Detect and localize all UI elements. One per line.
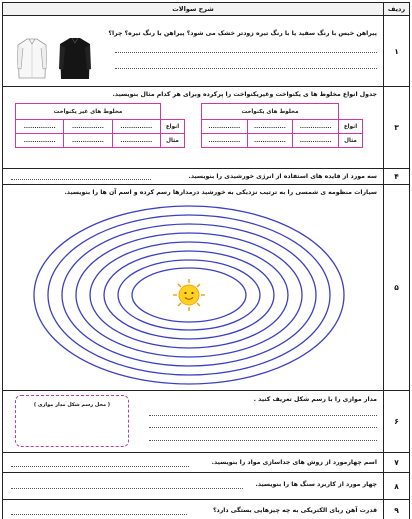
- uniform-title: مخلوط های یکنواخت: [202, 104, 339, 120]
- row-label-example: مثال: [339, 134, 363, 148]
- answer-line[interactable]: [149, 427, 377, 428]
- table-cell[interactable]: ...............: [202, 120, 248, 134]
- answer-line[interactable]: [115, 52, 377, 53]
- diagram-box[interactable]: [15, 395, 129, 447]
- answer-line[interactable]: [149, 415, 377, 416]
- question-number: ۷: [383, 453, 409, 472]
- header-questions: شرح سوالات: [172, 5, 214, 13]
- question-number: ۳: [383, 87, 409, 168]
- question-row-6: [3, 391, 409, 453]
- question-row-9: [3, 500, 409, 519]
- question-row-4: [3, 169, 409, 185]
- answer-line[interactable]: [11, 488, 243, 489]
- table-cell[interactable]: ...............: [293, 120, 339, 134]
- nonuniform-mixtures-table: [15, 103, 185, 148]
- header-number: ردیف: [383, 3, 409, 15]
- question-text: چهار مورد از کاربرد سنگ ها را بنویسید.: [255, 481, 377, 488]
- question-row-5: [3, 185, 409, 391]
- question-text: جدول انواع مخلوط ها ی یکنواخت وغیریکنواخت را پرکرده وبرای هر کدام مثال بنویسید.: [112, 91, 377, 98]
- question-number: ۵: [383, 185, 409, 390]
- worksheet: [2, 2, 410, 519]
- table-cell[interactable]: ...............: [247, 120, 293, 134]
- sun-icon: [173, 279, 205, 311]
- solar-system-orbits: [31, 203, 347, 387]
- table-cell[interactable]: ...............: [293, 134, 339, 148]
- question-text: قدرت آهن ربای الکتریکی به چه چیزهایی بستگی دارد؟: [212, 507, 377, 514]
- question-row-3: [3, 87, 409, 169]
- table-cell[interactable]: ...............: [112, 120, 160, 134]
- white-shirt-image: [17, 38, 47, 80]
- question-number: ۹: [383, 500, 409, 519]
- table-cell[interactable]: ...............: [64, 120, 112, 134]
- table-cell[interactable]: ...............: [202, 134, 248, 148]
- table-cell[interactable]: ...............: [16, 134, 64, 148]
- question-number: ۸: [383, 473, 409, 499]
- table-cell[interactable]: ...............: [112, 134, 160, 148]
- table-cell[interactable]: ...............: [247, 134, 293, 148]
- question-row-8: [3, 473, 409, 500]
- question-number: ۶: [383, 391, 409, 452]
- row-label-types: انواع: [339, 120, 363, 134]
- table-cell[interactable]: ...............: [16, 120, 64, 134]
- question-text: پیراهن خیس با رنگ سفید یا با رنگ تیره زودتر خشک می شود؟ پیراهن با رنگ تیره؟ چرا؟: [108, 30, 377, 37]
- question-text: اسم چهارمورد از روش های جداسازی مواد را بنویسید.: [211, 459, 377, 466]
- question-text: سیارات منظومه ی شمسی را به ترتیب نزدیکی به خورشید درمدارها رسم کرده و اسم آن ها را بنویسید.: [64, 189, 377, 196]
- answer-line[interactable]: [115, 68, 377, 69]
- question-text: مدار موازی را با رسم شکل تعریف کنید .: [253, 396, 377, 403]
- answer-line[interactable]: [11, 466, 189, 467]
- row-label-types: انواع: [161, 120, 185, 134]
- question-row-1: [3, 16, 409, 87]
- question-row-7: [3, 453, 409, 473]
- nonuniform-title: مخلوط های غیر یکنواخت: [16, 104, 161, 120]
- diagram-box-label: ( محل رسم شکل مدار موازی ): [33, 402, 111, 408]
- row-label-example: مثال: [161, 134, 185, 148]
- answer-line[interactable]: [149, 440, 377, 441]
- question-number: ۴: [383, 169, 409, 184]
- question-number: ۱: [383, 16, 409, 86]
- table-cell[interactable]: ...............: [64, 134, 112, 148]
- table-header: [3, 3, 409, 16]
- answer-line[interactable]: [11, 179, 151, 180]
- answer-line[interactable]: [11, 514, 187, 515]
- black-shirt-image: [59, 37, 91, 81]
- question-text: سه مورد از فایده های استفاده از انرژی خورشیدی را بنویسید.: [188, 173, 377, 180]
- uniform-mixtures-table: [201, 103, 363, 148]
